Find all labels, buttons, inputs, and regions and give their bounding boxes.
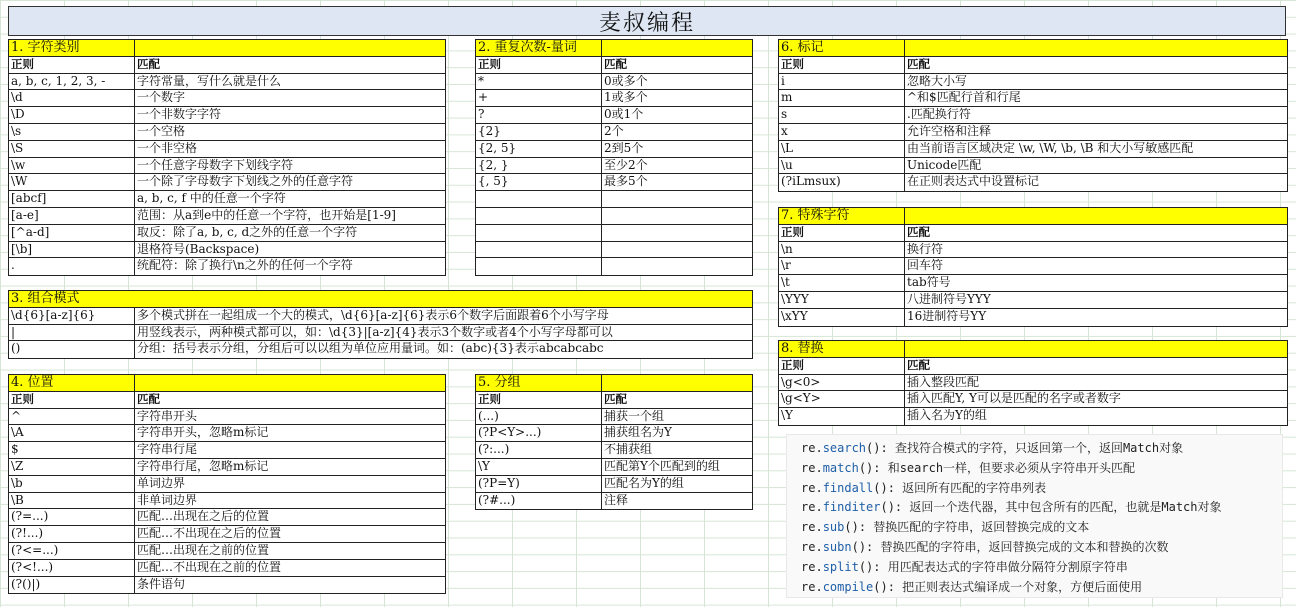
table-header-label: 5. 分组 (476, 375, 602, 391)
match-cell: 回车符 (907, 258, 944, 273)
table-row (9, 124, 445, 141)
match-cell: 匹配…出现在之前的位置 (137, 542, 270, 557)
regex-cell: (?P<Y>...) (476, 425, 602, 441)
table-row (9, 158, 445, 175)
match-cell: 取反：除了a, b, c, d之外的任意一个字符 (137, 224, 358, 239)
table-row (9, 442, 445, 459)
match-cell: 至少2个 (604, 157, 648, 172)
match-cell (602, 225, 752, 241)
match-cell: 八进制符号YYY (907, 291, 991, 306)
note-line (801, 578, 1282, 598)
match-cell: 0或多个 (604, 73, 648, 88)
table-row (9, 141, 445, 158)
match-cell: Unicode匹配 (907, 157, 982, 172)
table-groups (475, 374, 753, 510)
match-cell: 一个除了字母数字下划线之外的任意字符 (137, 174, 354, 189)
note-prefix: re. (801, 579, 823, 594)
column-header-row (476, 57, 752, 74)
note-line (801, 518, 1282, 538)
table-row (779, 158, 1287, 175)
match-cell: a, b, c, f 中的任意一个字符 (137, 191, 286, 206)
match-cell (602, 258, 752, 275)
regex-cell: \W (9, 174, 135, 190)
table-row (476, 107, 752, 124)
table-row (476, 191, 752, 208)
match-cell: 非单词边界 (137, 492, 198, 507)
re-functions-note (786, 434, 1283, 598)
table-row (476, 208, 752, 225)
regex-cell (476, 258, 602, 275)
match-cell: 1或多个 (604, 90, 648, 105)
match-cell: 插入匹配Y, Y可以是匹配的名字或者数字 (907, 391, 1121, 406)
regex-cell: [^a-d] (9, 225, 135, 241)
regex-cell: i (779, 74, 905, 90)
match-cell: 0或1个 (604, 107, 644, 122)
regex-cell: \YYY (779, 292, 905, 308)
match-cell (602, 208, 752, 224)
regex-cell: $ (9, 442, 135, 458)
note-prefix: re. (801, 441, 823, 455)
table-header-label: 4. 位置 (9, 375, 135, 391)
match-cell: 不捕获组 (604, 442, 653, 457)
table-row (9, 493, 445, 510)
table-row (9, 107, 445, 124)
column-header-match: 匹配 (604, 56, 627, 71)
match-cell: 范围：从a到e中的任意一个字符，也开始是[1-9] (137, 207, 396, 222)
regex-cell: ^ (9, 409, 135, 425)
table-quantifiers (475, 39, 753, 276)
table-header-row (779, 208, 1287, 225)
table-row (9, 543, 445, 560)
table-row (476, 493, 752, 510)
sheet-title: 麦叔编程 (8, 6, 1286, 36)
regex-cell: (?P=Y) (476, 476, 602, 492)
regex-cell: [a-e] (9, 208, 135, 224)
note-function-name: subn (822, 539, 852, 554)
note-function-name: sub (822, 520, 845, 535)
note-description: (): 把正则表达式编译成一个对象，方便后面使用 (873, 579, 1143, 594)
regex-cell: \g<0> (779, 375, 905, 391)
table-row (9, 409, 445, 426)
match-cell: 最多5个 (604, 174, 648, 189)
match-cell: 用竖线表示，两种模式都可以，如：\d{3}|[a-z]{4}表示3个数字或者4个小写字母都可以 (137, 324, 613, 339)
table-row (476, 459, 752, 476)
table-row (9, 577, 445, 594)
table-row (779, 107, 1287, 124)
regex-cell: \d{6}[a-z]{6} (9, 308, 135, 324)
match-cell: 一个数字 (137, 90, 186, 105)
column-header-regex: 正则 (476, 392, 602, 408)
table-row (779, 242, 1287, 259)
regex-cell: (?:...) (476, 442, 602, 458)
table-row (9, 225, 445, 242)
match-cell: 匹配…出现在之后的位置 (137, 509, 270, 524)
note-prefix: re. (801, 520, 823, 535)
table-row (9, 509, 445, 526)
match-cell: 字符串行尾 (137, 442, 198, 457)
match-cell: 匹配…不出现在之后的位置 (137, 526, 282, 541)
table-row (9, 191, 445, 208)
table-row (476, 442, 752, 459)
regex-cell: \A (9, 425, 135, 441)
regex-cell (476, 225, 602, 241)
table-row (476, 141, 752, 158)
table-header-blank (905, 40, 1287, 56)
column-header-match: 匹配 (137, 391, 160, 406)
regex-cell: \S (9, 141, 135, 157)
regex-cell: {, 5} (476, 174, 602, 190)
table-row (9, 425, 445, 442)
match-cell: 允许空格和注释 (907, 123, 992, 138)
regex-cell: (?<!...) (9, 560, 135, 576)
table-row (779, 90, 1287, 107)
table-row (779, 391, 1287, 408)
table-row (476, 258, 752, 275)
regex-cell: [\b] (9, 242, 135, 258)
match-cell: 条件语句 (137, 576, 186, 591)
table-flags (778, 39, 1288, 192)
column-header-match: 匹配 (137, 56, 160, 71)
regex-cell: (?=...) (9, 509, 135, 525)
regex-cell: + (476, 90, 602, 106)
match-cell: 匹配名为Y的组 (604, 475, 684, 490)
regex-cell: \u (779, 158, 905, 174)
regex-cell: \d (9, 90, 135, 106)
match-cell: 匹配…不出现在之前的位置 (137, 559, 282, 574)
table-positions (8, 374, 446, 594)
table-row (779, 309, 1287, 326)
match-cell: 退格符号(Backspace) (137, 241, 260, 256)
table-header-label: 1. 字符类别 (9, 40, 135, 56)
column-header-row (779, 358, 1287, 375)
regex-cell: [abcf] (9, 191, 135, 207)
table-row (9, 459, 445, 476)
note-description: (): 返回一个迭代器，其中包含所有的匹配，也就是Match对象 (880, 500, 1222, 515)
table-header-row (779, 341, 1287, 358)
match-cell: 16进制符号YY (907, 308, 987, 323)
note-line (801, 439, 1282, 459)
table-row (779, 74, 1287, 91)
note-prefix: re. (801, 559, 823, 574)
match-cell: ^和$匹配行首和行尾 (907, 90, 1021, 105)
table-row (476, 174, 752, 191)
match-cell: 注释 (604, 492, 629, 507)
column-header-row (9, 57, 445, 74)
table-header-blank (905, 341, 1287, 357)
table-header-blank (135, 40, 445, 56)
note-description: (): 用匹配表达式的字符串做分隔符分割原字符串 (858, 559, 1128, 574)
table-row (779, 375, 1287, 392)
note-description: (): 和search一样，但要求必须从字符串开头匹配 (858, 460, 1136, 475)
table-row (9, 325, 752, 342)
table-header-row (779, 40, 1287, 57)
column-header-match: 匹配 (907, 224, 930, 239)
note-line (801, 538, 1282, 558)
regex-cell: (?iLmsux) (779, 174, 905, 191)
note-function-name: split (822, 559, 859, 574)
table-row (9, 208, 445, 225)
match-cell: 一个任意字母数字下划线字符 (137, 157, 294, 172)
table-row (9, 90, 445, 107)
note-description: (): 查找符合模式的字符，只返回第一个，返回Match对象 (866, 441, 1184, 455)
regex-cell: {2, 5} (476, 141, 602, 157)
column-header-row (779, 225, 1287, 242)
regex-cell: {2, } (476, 158, 602, 174)
table-header-blank (135, 375, 445, 391)
regex-cell: \t (779, 275, 905, 291)
regex-cell: * (476, 74, 602, 90)
match-cell: 单词边界 (137, 475, 186, 490)
match-cell: 换行符 (907, 241, 944, 256)
match-cell (602, 191, 752, 207)
table-row (779, 258, 1287, 275)
match-cell: 在正则表达式中设置标记 (907, 174, 1040, 189)
note-prefix: re. (801, 539, 823, 554)
regex-cell: \g<Y> (779, 391, 905, 407)
table-row (476, 425, 752, 442)
table-header-label: 3. 组合模式 (11, 291, 80, 306)
column-header-regex: 正则 (779, 225, 905, 241)
column-header-regex: 正则 (779, 57, 905, 73)
regex-cell: (?#...) (476, 493, 602, 510)
note-function-name: search (822, 441, 867, 455)
note-description: (): 替换匹配的字符串，返回替换完成的文本和替换的次数 (851, 539, 1169, 554)
match-cell: 字符串开头 (137, 408, 198, 423)
table-header-label: 8. 替换 (779, 341, 905, 357)
regex-cell: . (9, 258, 135, 275)
note-prefix: re. (801, 480, 823, 495)
match-cell: 插入整段匹配 (907, 374, 980, 389)
table-row (9, 341, 752, 358)
regex-cell: \b (9, 476, 135, 492)
match-cell: 捕获一个组 (604, 408, 665, 423)
table-row (779, 141, 1287, 158)
regex-cell: (?!...) (9, 526, 135, 542)
match-cell: 忽略大小写 (907, 73, 968, 88)
regex-cell: \n (779, 242, 905, 258)
table-row (9, 258, 445, 275)
regex-cell: m (779, 90, 905, 106)
note-line (801, 558, 1282, 578)
table-row (779, 275, 1287, 292)
note-function-name: compile (822, 579, 874, 594)
regex-cell: x (779, 124, 905, 140)
table-header-row (9, 40, 445, 57)
table-row (9, 476, 445, 493)
match-cell: 一个非数字字符 (137, 107, 222, 122)
match-cell: 2个 (604, 123, 624, 138)
note-line (801, 498, 1282, 518)
table-row (779, 174, 1287, 191)
regex-cell: (?()|) (9, 577, 135, 594)
column-header-row (9, 392, 445, 409)
table-row (9, 308, 752, 325)
table-header-row (476, 40, 752, 57)
match-cell: 字符串开头，忽略m标记 (137, 425, 269, 440)
match-cell: 一个非空格 (137, 140, 198, 155)
table-row (9, 526, 445, 543)
regex-cell (476, 208, 602, 224)
regex-cell (476, 242, 602, 258)
column-header-row (779, 57, 1287, 74)
table-substitution (778, 340, 1288, 426)
regex-cell: \Y (779, 408, 905, 425)
table-char-classes (8, 39, 446, 276)
table-header-row (9, 291, 752, 308)
table-row (779, 124, 1287, 141)
table-header-row (476, 375, 752, 392)
note-function-name: findall (822, 480, 874, 495)
match-cell: 捕获组名为Y (604, 425, 672, 440)
column-header-regex: 正则 (9, 57, 135, 73)
table-header-blank (602, 375, 752, 391)
note-prefix: re. (801, 500, 823, 515)
table-header-row (9, 375, 445, 392)
regex-cell: \Y (476, 459, 602, 475)
table-row (476, 225, 752, 242)
table-row (476, 476, 752, 493)
table-header-label: 7. 特殊字符 (779, 208, 905, 224)
regex-cell: (...) (476, 409, 602, 425)
note-line (801, 479, 1282, 499)
match-cell: 多个模式拼在一起组成一个大的模式，\d{6}[a-z]{6}表示6个数字后面跟着6个小写字母 (137, 307, 609, 322)
regex-cell: s (779, 107, 905, 123)
table-row (476, 124, 752, 141)
table-special-chars (778, 207, 1288, 327)
regex-cell: {2} (476, 124, 602, 140)
regex-cell (476, 191, 602, 207)
table-header-label: 2. 重复次数-量词 (476, 40, 602, 56)
regex-cell: ? (476, 107, 602, 123)
regex-cell: \D (9, 107, 135, 123)
table-row (476, 90, 752, 107)
match-cell: 插入名为Y的组 (907, 408, 987, 423)
match-cell: 一个空格 (137, 123, 186, 138)
column-header-regex: 正则 (779, 358, 905, 374)
note-function-name: match (822, 460, 859, 475)
column-header-regex: 正则 (476, 57, 602, 73)
match-cell: 2到5个 (604, 140, 644, 155)
note-description: (): 返回所有匹配的字符串列表 (873, 480, 1047, 495)
match-cell: .匹配换行符 (907, 107, 971, 122)
regex-cell: a, b, c, 1, 2, 3, - (9, 74, 135, 90)
table-row (476, 158, 752, 175)
table-header-blank (602, 40, 752, 56)
table-row (9, 560, 445, 577)
match-cell: 匹配第Y个匹配到的组 (604, 458, 720, 473)
table-row (9, 174, 445, 191)
column-header-regex: 正则 (9, 392, 135, 408)
column-header-match: 匹配 (907, 56, 930, 71)
regex-cell: \Z (9, 459, 135, 475)
regex-cell: \B (9, 493, 135, 509)
regex-cell: \w (9, 158, 135, 174)
table-row (9, 74, 445, 91)
table-row (476, 74, 752, 91)
match-cell: 由当前语言区域决定 \w, \W, \b, \B 和大小写敏感匹配 (907, 140, 1194, 155)
table-row (779, 408, 1287, 425)
match-cell: 分组：括号表示分组，分组后可以以组为单位应用量词。如：(abc){3}表示abcabcabc (137, 341, 604, 356)
note-description: (): 替换匹配的字符串，返回替换完成的文本 (844, 520, 1090, 535)
column-header-match: 匹配 (604, 391, 627, 406)
table-row (476, 242, 752, 259)
regex-cell: | (9, 325, 135, 341)
regex-cell: \s (9, 124, 135, 140)
regex-cell: \r (779, 258, 905, 274)
table-row (779, 292, 1287, 309)
table-row (9, 242, 445, 259)
match-cell (602, 242, 752, 258)
regex-cell: \xYY (779, 309, 905, 326)
table-header-label: 6. 标记 (779, 40, 905, 56)
table-header-blank (905, 208, 1287, 224)
column-header-row (476, 392, 752, 409)
regex-cell: () (9, 341, 135, 358)
match-cell: 字符串行尾，忽略m标记 (137, 458, 269, 473)
note-function-name: finditer (822, 500, 881, 515)
table-combination (8, 290, 753, 359)
match-cell: 字符常量，写什么就是什么 (137, 73, 282, 88)
regex-cell: \L (779, 141, 905, 157)
table-row (476, 409, 752, 426)
match-cell: 统配符：除了换行\n之外的任何一个字符 (137, 258, 353, 273)
regex-cell: (?<=...) (9, 543, 135, 559)
match-cell: tab符号 (907, 275, 951, 290)
column-header-match: 匹配 (907, 357, 930, 372)
note-prefix: re. (801, 460, 823, 475)
note-line (801, 459, 1282, 479)
